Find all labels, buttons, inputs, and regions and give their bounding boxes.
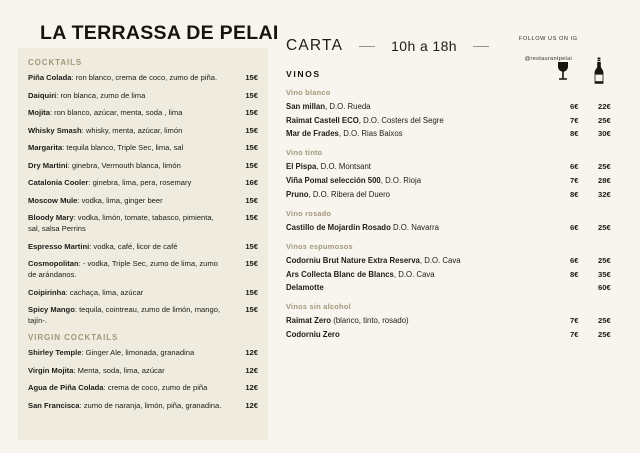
cocktail-item-name: Catalonia Cooler: [28, 178, 89, 187]
wine-bottle-price: 60€: [598, 283, 611, 293]
cocktail-item-text: [28, 125, 186, 136]
cocktail-item-price: 15€: [245, 259, 258, 268]
cocktail-item-price: 12€: [245, 365, 258, 375]
wine-name: Codorniu Brut Nature Extra Reserva: [286, 255, 420, 265]
wine-bottle-price: 25€: [598, 316, 611, 326]
wine-name: Ars Collecta Blanc de Blancs: [286, 269, 394, 279]
cocktail-item-text: [28, 107, 186, 118]
instagram-call-to-action: FOLLOW US ON IG: [519, 36, 578, 42]
wine-group: [286, 209, 638, 233]
header-divider-1: [359, 46, 375, 47]
wine-glass-price: 7€: [570, 176, 579, 186]
wine-denomination: , D.O. Rioja: [380, 176, 422, 185]
wine-group-label: Vino rosado: [286, 208, 332, 218]
wine-glass-price: 8€: [570, 269, 579, 279]
cocktail-item-name: Virgin Mojita: [28, 365, 74, 375]
cocktail-item-name: Coipirinha: [28, 287, 66, 297]
wine-price-column: [570, 162, 636, 203]
cocktail-item: [28, 160, 258, 171]
wine-name: Delamotte: [286, 283, 324, 293]
wine-denomination: , D.O. Cava: [419, 255, 461, 265]
wine-price-row: [570, 330, 636, 340]
price-column-icons: [554, 57, 624, 87]
cocktail-item-text: [28, 90, 149, 101]
wine-denomination: D.O. Navarra: [390, 222, 439, 232]
wine-price-row: [570, 190, 636, 200]
cocktail-item-name: Piña Colada: [28, 73, 72, 82]
cocktail-item-description: : vodka, café, licor de café: [89, 241, 178, 251]
cocktail-item-text: [28, 347, 198, 358]
wine-denomination: , D.O. Montsant: [316, 162, 371, 172]
wine-glass-price: 7€: [570, 316, 579, 326]
wine-bottle-price: 25€: [598, 222, 611, 232]
cocktail-item-price: 15€: [245, 305, 258, 314]
cocktail-item-description: : zumo de naranja, limón, piña, granadina.: [79, 400, 222, 410]
wine-price-column: [570, 256, 636, 297]
wine-glass-icon: [556, 61, 570, 86]
wine-denomination: , D.O. Costers del Segre: [358, 115, 444, 125]
cocktail-item: [28, 90, 258, 101]
wine-bottle-price: 25€: [598, 115, 611, 125]
wine-rows: [286, 316, 638, 340]
cocktail-item-name: Whisky Smash: [28, 125, 82, 135]
wine-glass-price: 6€: [570, 162, 579, 172]
cocktails-column: [0, 0, 278, 453]
wine-name: Viña Pomal selección 500: [286, 176, 381, 185]
wine-price-row: [570, 270, 636, 280]
cocktail-item-description: : ron blanca, zumo de lima: [56, 90, 146, 100]
cocktail-item-price: 15€: [245, 73, 258, 82]
cocktail-item-name: Espresso Martini: [28, 241, 90, 251]
cocktail-item: [28, 347, 258, 358]
cocktail-item: [28, 241, 258, 252]
wine-rows: [286, 256, 638, 293]
wine-group: [286, 302, 638, 340]
cocktail-item-price: 15€: [245, 90, 258, 100]
cocktail-item-description: : Ginger Ale, limonada, granadina: [81, 348, 195, 357]
wine-rows: [286, 102, 638, 139]
cocktail-item-description: : crema de coco, zumo de piña: [103, 383, 208, 392]
wine-bottle-price: 25€: [598, 255, 611, 265]
wine-group: [286, 88, 638, 139]
wine-price-row: [570, 102, 636, 112]
wine-glass-price: 8€: [570, 189, 579, 199]
cocktail-item-price: 15€: [245, 125, 258, 135]
wine-bottle-price: 30€: [598, 129, 611, 139]
cocktail-item-name: Dry Martini: [28, 160, 68, 170]
wine-denomination: , D.O. Ribera del Duero: [308, 189, 390, 199]
instagram-handle: @restaurantpelai: [524, 56, 573, 62]
wine-denomination: , D.O. Rueda: [325, 102, 371, 111]
wine-price-row: [570, 162, 636, 172]
header-divider-2: [473, 46, 489, 47]
cocktail-item: [28, 212, 258, 234]
cocktail-item-name: San Francisca: [28, 400, 80, 410]
cocktails-section-label: COCKTAILS: [28, 58, 83, 67]
cocktail-item: [28, 125, 258, 136]
cocktails-panel: [18, 48, 268, 440]
cocktail-item: [28, 382, 258, 393]
cocktail-item: [28, 287, 258, 298]
cocktail-item-name: Shirley Temple: [28, 348, 82, 357]
cocktail-item: [28, 400, 258, 411]
cocktail-item-text: [28, 72, 221, 83]
wine-price-column: [570, 223, 636, 237]
cocktail-item-description: : cachaça, lima, azúcar: [65, 287, 144, 297]
cocktail-item-text: [28, 304, 228, 326]
wine-rows: [286, 162, 638, 199]
cocktail-item-price: 15€: [245, 195, 258, 205]
cocktail-item-price: 12€: [245, 400, 258, 410]
wine-denomination: (blanco, tinto, rosado): [331, 316, 409, 326]
cocktail-item-description: : whisky, menta, azúcar, limón: [81, 125, 183, 135]
cocktail-item: [28, 142, 258, 153]
cocktail-item-text: [28, 287, 147, 298]
cocktail-item-text: [28, 142, 187, 153]
cocktail-item-description: : ron blanco, crema de coco, zumo de piña.: [71, 73, 218, 82]
cocktail-item-description: : tequila, cointreau, zumo de limón, mango, tajín-.: [28, 305, 221, 325]
wine-name: Raimat Zero: [286, 316, 332, 326]
carta-label: CARTA: [286, 37, 344, 54]
wine-bottle-price: 32€: [598, 189, 611, 199]
wine-bottle-price: 25€: [598, 329, 611, 339]
wine-price-column: [570, 316, 636, 343]
wine-price-row: [570, 176, 636, 186]
cocktail-item-name: Margarita: [28, 143, 63, 152]
cocktail-item-price: 15€: [245, 143, 258, 152]
cocktail-item-name: Bloody Mary: [28, 213, 74, 222]
cocktail-item-price: 16€: [245, 178, 258, 187]
wine-name: Pruno: [286, 189, 309, 199]
cocktail-item-name: Agua de Piña Colada: [28, 383, 104, 392]
cocktail-item-name: Daiquiri: [28, 90, 57, 100]
wine-price-row: [570, 223, 636, 233]
wine-group-label: Vinos espumosos: [286, 241, 353, 251]
cocktail-item-text: [28, 258, 228, 280]
cocktail-item-text: [28, 241, 181, 252]
page-title: LA TERRASSA DE PELAI: [40, 22, 279, 44]
cocktails-sections: [18, 48, 268, 423]
wine-name: Raimat Castell ECO: [286, 115, 359, 125]
wine-glass-price: 8€: [570, 129, 579, 139]
wine-group: [286, 148, 638, 199]
cocktail-item-name: Spicy Mango: [28, 305, 75, 314]
cocktail-item-price: 12€: [245, 383, 258, 392]
opening-hours: 10h a 18h: [391, 38, 457, 54]
wine-group-label: Vino tinto: [286, 148, 323, 158]
wine-rows: [286, 223, 638, 233]
cocktail-item-text: [28, 212, 228, 234]
cocktail-item: [28, 177, 258, 188]
wine-name: El Pispa: [286, 162, 317, 172]
cocktail-item-price: 15€: [245, 160, 258, 170]
wine-bottle-price: 35€: [598, 269, 611, 279]
wine-price-column: [570, 102, 636, 143]
wine-denomination: , D.O. Rias Baixos: [338, 129, 403, 139]
cocktail-item: [28, 365, 258, 376]
cocktail-item-name: Mojita: [28, 108, 50, 117]
cocktail-item-text: [28, 177, 195, 188]
cocktails-section-label: VIRGIN COCKTAILS: [28, 333, 119, 342]
cocktail-item-text: [28, 382, 211, 393]
cocktail-item-description: : - vodka, Triple Sec, zumo de lima, zumo de arándanos.: [28, 259, 218, 279]
wine-name: Castillo de Mojardin Rosado: [286, 222, 391, 232]
cocktail-item-price: 15€: [245, 213, 258, 222]
wine-glass-price: 7€: [570, 329, 579, 339]
cocktail-item: [28, 258, 258, 280]
cocktail-item-text: [28, 160, 185, 171]
cocktail-item-text: [28, 365, 169, 376]
cocktail-item-text: [28, 195, 167, 206]
cocktail-item-description: : vodka, limón, tomate, tabasco, pimienta, sal, salsa Perrins: [28, 213, 214, 233]
cocktail-item-description: : ron blanco, azúcar, menta, soda , lima: [49, 108, 183, 117]
wine-price-row: [570, 116, 636, 126]
wine-group-label: Vinos sin alcohol: [286, 302, 351, 312]
wine-groups: [286, 88, 638, 349]
cocktail-item: [28, 304, 258, 326]
cocktail-item: [28, 72, 258, 83]
wine-group-label: Vino blanco: [286, 88, 331, 97]
cocktail-item: [28, 107, 258, 118]
wine-name: San millan: [286, 102, 325, 111]
wine-bottle-icon: [592, 57, 606, 90]
wine-glass-price: 6€: [570, 255, 579, 265]
wine-price-row: [570, 316, 636, 326]
cocktail-item-price: 15€: [245, 108, 258, 117]
wine-glass-price: 6€: [570, 222, 579, 232]
cocktail-item-description: : ginebra, lima, pera, rosemary: [88, 178, 192, 187]
cocktail-item-description: : tequila blanco, Triple Sec, lima, sal: [62, 143, 184, 152]
wine-price-row: [570, 256, 636, 266]
wine-name: Codorniu Zero: [286, 329, 340, 339]
wines-column: [278, 0, 640, 453]
cocktail-item-name: Moscow Mule: [28, 195, 78, 205]
cocktail-item-description: : ginebra, Vermouth blanca, limón: [67, 160, 181, 170]
wine-group: [286, 242, 638, 293]
cocktail-item-price: 15€: [245, 241, 258, 251]
wine-price-row: [570, 129, 636, 139]
cocktail-item-description: : Menta, soda, lima, azúcar: [73, 365, 165, 375]
wine-bottle-price: 25€: [598, 162, 611, 172]
cocktail-item-description: : vodka, lima, ginger beer: [77, 195, 163, 205]
cocktail-item-name: Cosmopolitan: [28, 259, 79, 268]
wine-name: Mar de Frades: [286, 129, 339, 139]
wines-section-title: VINOS: [286, 69, 321, 79]
wine-glass-price: 6€: [570, 102, 579, 111]
wine-glass-price: 7€: [570, 115, 579, 125]
wine-bottle-price: 22€: [598, 102, 611, 111]
wine-price-row: [570, 283, 636, 293]
cocktail-item: [28, 195, 258, 206]
cocktail-item-price: 12€: [245, 348, 258, 357]
wine-denomination: , D.O. Cava: [393, 269, 435, 279]
cocktail-item-text: [28, 400, 225, 411]
cocktail-item-price: 15€: [245, 287, 258, 297]
wine-bottle-price: 28€: [598, 176, 611, 186]
